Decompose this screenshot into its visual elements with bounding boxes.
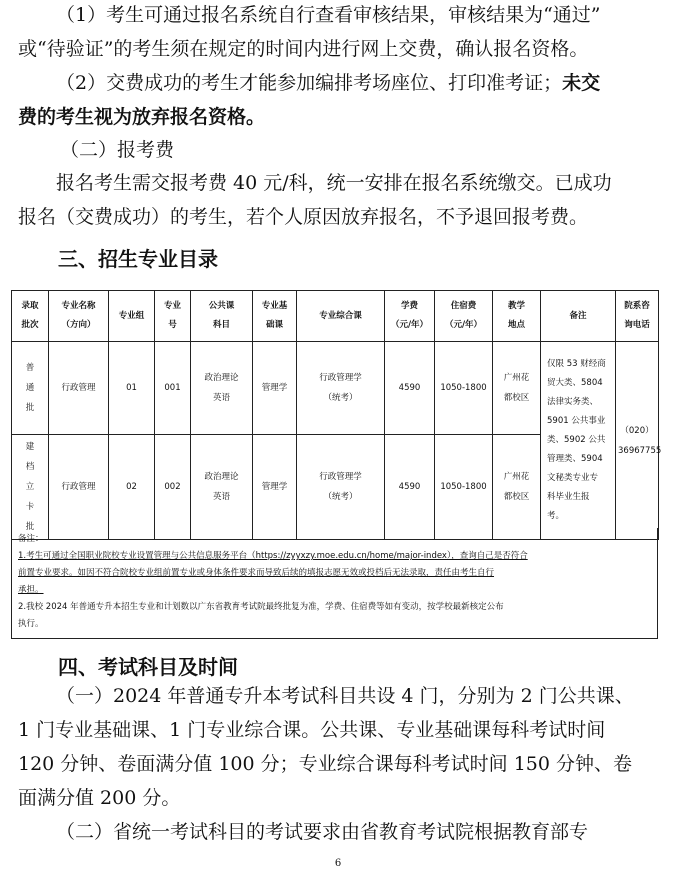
- header-comprehensive: 专业综合课: [297, 291, 385, 342]
- exam-paragraph-2: [18, 815, 658, 849]
- table-row: [12, 342, 659, 435]
- text-line-bold: 费的考生视为放弃报名资格。: [18, 106, 266, 128]
- header-campus: 教学 地点: [493, 291, 541, 342]
- remark-item-2-line: 执行。: [18, 619, 44, 629]
- header-group: 专业组: [109, 291, 155, 342]
- cell-group: 02: [109, 435, 155, 540]
- header-notes: 备注: [541, 291, 616, 342]
- text-line: 报名（交费成功）的考生，若个人原因放弃报名，不予退回报考费。: [18, 206, 589, 228]
- cell-tuition: 4590: [385, 435, 435, 540]
- cell-phone: （020） 36967755: [616, 342, 659, 540]
- header-code: 专业 号: [155, 291, 191, 342]
- cell-code: 001: [155, 342, 191, 435]
- fee-paragraph: [18, 166, 658, 234]
- header-phone: 院系咨 询电话: [616, 291, 659, 342]
- text-line: （1）考生可通过报名系统自行查看审核结果，审核结果为“通过”: [56, 4, 601, 26]
- remark-item-1-line: 承担。: [18, 585, 44, 595]
- cell-group: 01: [109, 342, 155, 435]
- cell-basic: 管理学: [253, 342, 297, 435]
- cell-public: 政治理论 英语: [191, 435, 253, 540]
- cell-notes: 仅限 53 财经商 贸大类、5804 法律实务类、 5901 公共事业 类、5902 公共 管理类、5904 文秘类专业专 科毕业生报 考。: [541, 342, 616, 540]
- page-number: 6: [334, 858, 342, 869]
- text-line: 报名考生需交报考费 40 元/科，统一安排在报名系统缴交。已成功: [56, 172, 612, 194]
- header-major: 专业名称 （方向）: [49, 291, 109, 342]
- remark-item-2-line: 2.我校 2024 年普通专升本招生专业和计划数以广东省教育考试院最终批复为准，学费、住宿费等如有变动，按学校最新核定公布: [18, 602, 504, 612]
- majors-table: [11, 290, 662, 540]
- cell-major: 行政管理: [49, 435, 109, 540]
- text-line: 120 分钟、卷面满分值 100 分；专业综合课每科考试时间 150 分钟、卷: [18, 753, 632, 775]
- cell-batch: 建 档 立 卡 批: [12, 435, 49, 540]
- remark-item-1-line: 前置专业要求。如因不符合院校专业组前置专业或身体条件要求而导致后续的填报志愿无效或投档后无法录取，责任由考生自行: [18, 568, 495, 578]
- text-line: 面满分值 200 分。: [18, 787, 181, 809]
- remark-item-1-line: 1.考生可通过全国职业院校专业设置管理与公共信息服务平台（https://zyyxzy.moe.edu.cn/home/major-index），查询自己是否符合: [18, 551, 528, 561]
- cell-comprehensive: 行政管理学 （统考）: [297, 342, 385, 435]
- header-tuition: 学费 （元/年）: [385, 291, 435, 342]
- cell-code: 002: [155, 435, 191, 540]
- text-line: [18, 66, 658, 100]
- remarks-label: 备注：: [18, 534, 44, 544]
- cell-major: 行政管理: [49, 342, 109, 435]
- text-bold: 未交: [562, 72, 601, 94]
- exam-heading: 四、考试科目及时间: [58, 655, 238, 679]
- cell-campus: 广州花 都校区: [493, 342, 541, 435]
- header-public: 公共课 科目: [191, 291, 253, 342]
- cell-basic: 管理学: [253, 435, 297, 540]
- table-header-row: [12, 291, 659, 342]
- cell-campus: 广州花 都校区: [493, 435, 541, 540]
- cell-comprehensive: 行政管理学 （统考）: [297, 435, 385, 540]
- majors-heading: 三、招生专业目录: [58, 247, 218, 271]
- text-line: （一）2024 年普通专升本考试科目共设 4 门，分别为 2 门公共课、: [56, 685, 634, 707]
- cell-dorm: 1050-1800: [435, 435, 493, 540]
- fee-heading: （二）报考费: [60, 139, 175, 161]
- exam-paragraph-1: [18, 679, 658, 815]
- text-line: （二）省统一考试科目的考试要求由省教育考试院根据教育部专: [56, 821, 589, 843]
- header-batch: 录取 批次: [12, 291, 49, 342]
- fee-confirm-paragraph: [18, 0, 658, 134]
- text-line: 或“待验证”的考生须在规定的时间内进行网上交费，确认报名资格。: [18, 38, 589, 60]
- header-basic: 专业基 础课: [253, 291, 297, 342]
- text-line: 1 门专业基础课、1 门专业综合课。公共课、专业基础课每科考试时间: [18, 719, 606, 741]
- cell-dorm: 1050-1800: [435, 342, 493, 435]
- text-normal: （2）交费成功的考生才能参加编排考场座位、打印准考证；: [56, 72, 563, 94]
- cell-public: 政治理论 英语: [191, 342, 253, 435]
- table-remarks: [11, 528, 658, 639]
- cell-tuition: 4590: [385, 342, 435, 435]
- header-dorm: 住宿费 （元/年）: [435, 291, 493, 342]
- cell-batch: 普 通 批: [12, 342, 49, 435]
